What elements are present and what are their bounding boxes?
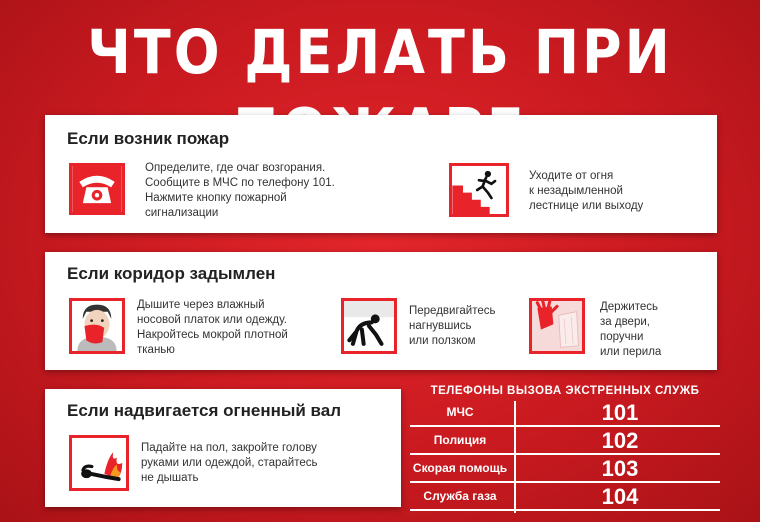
panel-fire-started — [45, 115, 717, 233]
lying-person-icon — [69, 435, 129, 491]
phone-row — [410, 455, 720, 483]
panel-smoky-corridor — [45, 252, 717, 370]
page-title: ЧТО ДЕЛАТЬ ПРИ — [87, 17, 673, 88]
service-name: МЧС — [446, 405, 474, 419]
instructions-text: Уходите от огня к незадымленной лестнице или выходу — [529, 170, 644, 212]
emergency-phones-table — [410, 385, 720, 515]
service-name: Скорая помощь — [412, 461, 508, 475]
phone-row — [410, 483, 720, 511]
section-heading: Если надвигается огненный вал — [67, 401, 342, 420]
phone-number: 103 — [601, 456, 639, 481]
service-name: Полиция — [433, 433, 487, 447]
phone-icon — [69, 163, 125, 215]
stairs-exit-icon — [449, 163, 509, 217]
phone-number: 101 — [601, 400, 639, 425]
hand-on-wall-icon — [529, 298, 585, 354]
instructions-text: Держитесь за двери, поручни или перила — [600, 301, 662, 358]
phones-title: ТЕЛЕФОНЫ ВЫЗОВА ЭКСТРЕННЫХ СЛУЖБ — [430, 385, 700, 397]
service-name: Служба газа — [423, 489, 497, 503]
face-mask-icon — [69, 298, 125, 354]
section-heading: Если возник пожар — [67, 129, 230, 148]
instructions-text: Определите, где очаг возгорания. Сообщите в МЧС по телефону 101. Нажмите кнопку пожарной сигнализации — [145, 162, 335, 219]
instructions-text: Дышите через влажный носовой платок или одежду. Накройтесь мокрой плотной тканью — [137, 299, 288, 356]
phone-row — [410, 399, 720, 427]
section-heading: Если коридор задымлен — [67, 264, 276, 283]
phone-number: 104 — [601, 484, 639, 509]
phone-row — [410, 427, 720, 455]
phone-number: 102 — [601, 428, 639, 453]
panel-fire-wave — [45, 389, 401, 507]
instructions-text: Передвигайтесь нагнувшись или ползком — [409, 305, 496, 347]
instructions-text: Падайте на пол, закройте голову руками или одеждой, старайтесь не дышать — [141, 442, 318, 484]
crawling-person-icon — [341, 298, 397, 354]
